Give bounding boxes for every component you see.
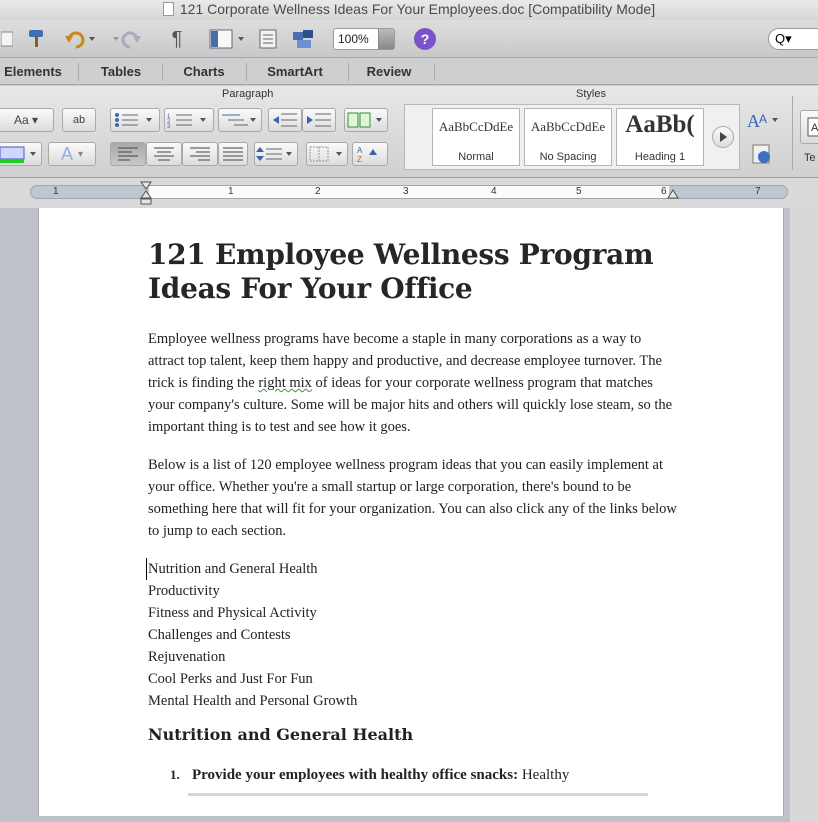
styles-pane-icon [751,143,773,165]
numbering-button[interactable] [164,108,214,132]
ruler-number: 5 [576,186,582,197]
font-color-icon: A [60,143,73,164]
style-heading-1-name: Heading 1 [634,151,686,163]
document-content [148,238,678,796]
spell-check-button[interactable] [62,108,96,132]
ruler-number: 3 [403,186,409,197]
font-case-label: Aa [13,113,29,127]
paragraph-group-label: Paragraph [222,88,274,100]
text-styles-icon [745,109,779,133]
chevron-down-icon [378,29,394,49]
bullets-button[interactable] [110,108,160,132]
standard-toolbar [0,20,818,58]
grammar-flag: right mix [258,375,312,391]
list-item-text: Healthy [518,767,570,783]
svg-text:A: A [357,146,363,155]
view-icon[interactable] [256,26,280,52]
align-right-icon [188,146,212,162]
toc-link[interactable]: Challenges and Contests [148,627,291,643]
toc-link[interactable]: Cool Perks and Just For Fun [148,671,313,687]
toc-link[interactable]: Mental Health and Personal Growth [148,693,358,709]
sort-icon [355,145,385,163]
ribbon-panel [0,86,818,178]
toc-link[interactable]: Productivity [148,583,220,599]
tab-charts[interactable]: Charts [183,64,225,79]
justify-button[interactable] [218,142,248,166]
ruler-number: 6 [661,186,667,197]
vertical-scrollbar[interactable] [790,208,818,822]
horizontal-ruler[interactable] [0,178,818,208]
line-spacing-icon [256,145,296,163]
undo-icon[interactable] [60,26,100,52]
style-no-spacing-name: No Spacing [539,151,597,163]
indent-marker-icon[interactable] [139,180,153,206]
svg-text:A: A [759,112,768,126]
style-no-spacing-sample: AaBbCcDdEe [530,119,606,134]
tab-elements[interactable]: Elements [4,64,62,79]
section-heading: Nutrition and General Health [148,725,414,744]
section-links [148,558,678,712]
svg-text:2: 2 [167,119,171,125]
toc-link[interactable]: Nutrition and General Health [146,558,678,580]
toc-link[interactable]: Fitness and Physical Activity [148,605,317,621]
style-heading-1[interactable] [616,108,704,166]
format-painter-icon[interactable] [22,26,52,52]
tab-smartart[interactable]: SmartArt [267,64,323,79]
text-box-icon [806,116,818,138]
intro-paragraph: Employee wellness programs have become a staple in many corporations as a way to attract top talent, keep them happy and productive, and decrease employee turnover. The trick is finding the right mix of ideas for your corporate wellness program that matches your company's culture. Some will be major hits and others will quickly lose steam, so the important thing is to test and see how it goes. [148,331,673,435]
align-left-button[interactable] [110,142,146,166]
align-right-button[interactable] [182,142,218,166]
redo-icon[interactable] [108,26,150,52]
svg-text:3: 3 [167,124,171,129]
change-case-button[interactable]: Aa ▾ [0,108,54,132]
justify-icon [221,146,245,162]
list-number: 1. [170,767,180,782]
change-styles-button[interactable] [744,108,780,134]
columns-button[interactable] [344,108,388,132]
ruler-text-area [149,186,669,198]
numbered-list-icon [166,111,212,129]
media-browser-icon[interactable] [290,26,318,52]
svg-text:A: A [747,111,760,131]
font-color-button[interactable]: A ▾ [48,142,96,166]
style-no-spacing[interactable] [524,108,612,166]
text-box-label: Te [804,152,816,164]
align-center-button[interactable] [146,142,182,166]
search-field[interactable] [768,28,818,50]
list-item [148,764,678,786]
svg-text:1: 1 [167,114,171,120]
ribbon-tabs [0,59,818,85]
ruler-number: 4 [491,186,497,197]
sort-button[interactable] [352,142,388,166]
ruler-number: 2 [315,186,321,197]
decrease-indent-button[interactable] [268,108,302,132]
styles-group-label: Styles [576,88,606,100]
document-title: 121 Employee Wellness Program Ideas For Your Office [148,238,654,305]
style-normal-sample: AaBbCcDdEe [438,119,514,134]
search-icon: Q▾ [775,31,792,46]
highlight-button[interactable] [0,142,42,166]
zoom-select[interactable] [333,28,395,50]
style-normal[interactable] [432,108,520,166]
document-icon [163,2,174,16]
right-indent-marker-icon[interactable] [667,184,679,200]
style-heading-1-sample: AaBb( [625,111,695,138]
svg-text:Z: Z [357,155,362,163]
multilevel-list-button[interactable] [218,108,262,132]
ruler-number: 7 [755,186,761,197]
zoom-value: 100% [338,32,369,46]
title-bar [0,0,818,20]
borders-icon [308,145,346,163]
svg-text:A: A [811,122,818,134]
spell-check-label: ab [72,114,86,126]
align-center-icon [152,146,176,162]
help-icon[interactable]: ? [414,28,436,50]
document-area [0,208,818,822]
line-spacing-button[interactable] [254,142,298,166]
ruler-number: 1 [53,186,59,197]
styles-next-button[interactable] [712,126,734,148]
borders-button[interactable] [306,142,348,166]
pilcrow-icon[interactable]: ¶ [171,27,183,50]
columns-icon [346,111,386,129]
tab-tables[interactable]: Tables [100,64,142,79]
text-box-button[interactable] [800,110,818,144]
play-arrow-icon [717,131,729,143]
align-left-icon [116,146,140,162]
ruler-track [30,185,788,199]
sidebar-icon[interactable] [206,26,248,52]
styles-pane-button[interactable] [750,142,774,166]
bullet-list-icon [112,111,158,129]
cut-off-text [188,786,678,796]
decrease-indent-icon [271,111,299,129]
insert-table-icon[interactable] [0,26,14,52]
list-item-heading: Provide your employees with healthy office snacks: [192,767,519,783]
highlight-icon [0,144,40,164]
toc-link[interactable]: Rejuvenation [148,649,226,665]
window-title: 121 Corporate Wellness Ideas For Your Employees.doc [Compatibility Mode] [179,1,656,17]
ruler-number: 1 [228,186,234,197]
list-intro-paragraph: Below is a list of 120 employee wellness program ideas that you can easily implement at your office. Whether you're a small startup or large corporation, there's bound to be something here that will fit for your organization. You can also click any of the links below to jump to each section. [148,457,677,539]
style-normal-name: Normal [458,151,494,163]
tab-review[interactable]: Review [366,64,412,79]
document-page[interactable] [38,208,784,816]
increase-indent-icon [305,111,333,129]
multilevel-list-icon [220,111,260,129]
increase-indent-button[interactable] [302,108,336,132]
